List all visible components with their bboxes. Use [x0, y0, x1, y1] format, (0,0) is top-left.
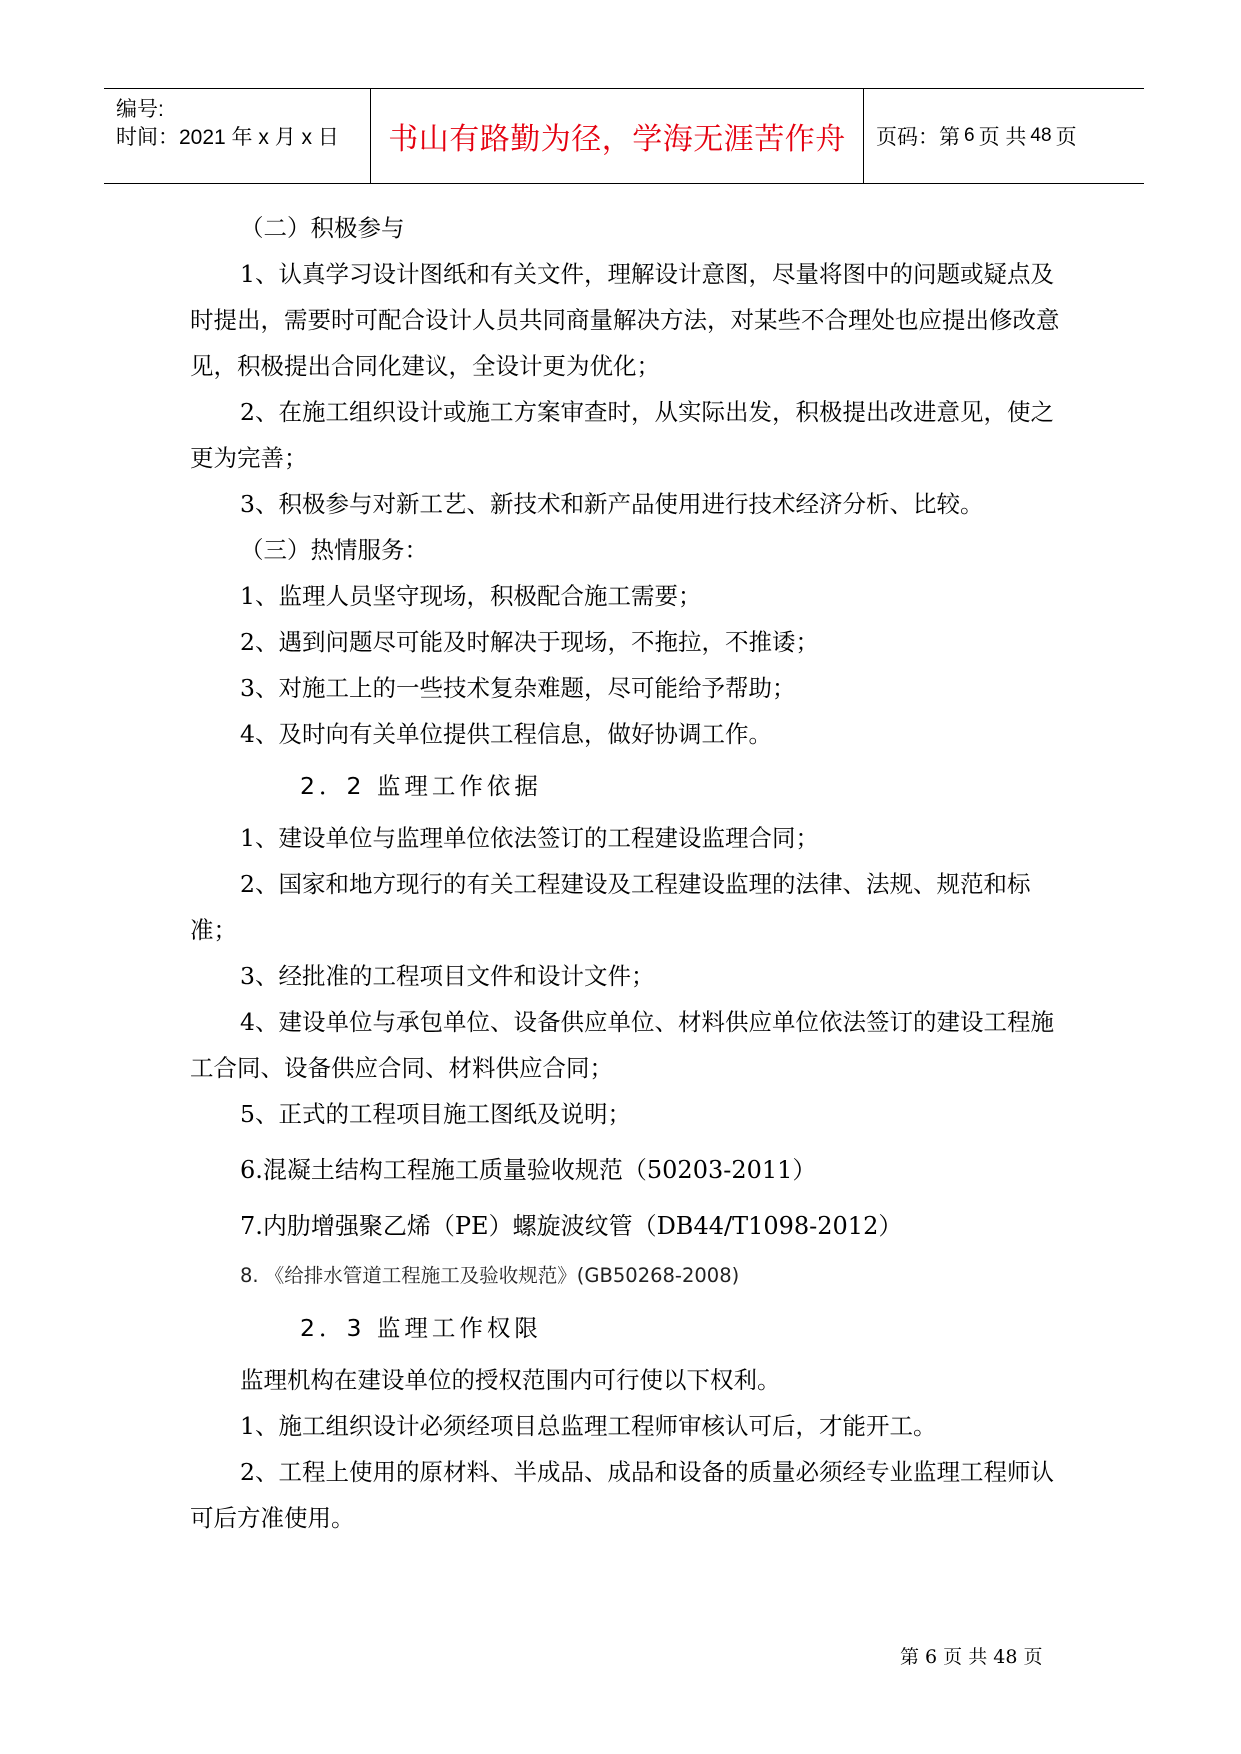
paragraph: 1、建设单位与监理单位依法签订的工程建设监理合同； — [240, 824, 819, 852]
section-heading-2-2: 2．2 监理工作依据 — [300, 772, 542, 800]
document-number-label: 编号: — [116, 98, 164, 121]
page-total: 48 — [1030, 125, 1052, 146]
paragraph: 1、监理人员坚守现场，积极配合施工需要； — [240, 582, 702, 610]
paragraph: 1、施工组织设计必须经项目总监理工程师审核认可后，才能开工。 — [240, 1412, 937, 1440]
document-body — [190, 205, 1060, 1541]
page-middle: 页 共 — [978, 126, 1027, 149]
page-current: 6 — [964, 125, 975, 146]
page-header — [104, 88, 1144, 184]
standard-reference: 6.混凝土结构工程施工质量验收规范（50203-2011） — [240, 1156, 817, 1184]
paragraph: 2、国家和地方现行的有关工程建设及工程建设监理的法律、法规、规范和标准； — [190, 870, 1031, 944]
paragraph: 3、积极参与对新工艺、新技术和新产品使用进行技术经济分析、比较。 — [240, 490, 984, 518]
page-footer: 第 6 页 共 48 页 — [900, 1646, 1043, 1668]
paragraph: 2、在施工组织设计或施工方案审查时，从实际出发，积极提出改进意见，使之更为完善； — [190, 398, 1054, 472]
page-prefix: 页码：第 — [876, 126, 960, 149]
paragraph: 4、建设单位与承包单位、设备供应单位、材料供应单位依法签订的建设工程施工合同、设备供应合同、材料供应合同； — [190, 1008, 1054, 1082]
paragraph: 3、对施工上的一些技术复杂难题，尽可能给予帮助； — [240, 674, 796, 702]
paragraph: 5、正式的工程项目施工图纸及说明； — [240, 1100, 631, 1128]
header-page-info — [864, 89, 1144, 183]
standard-reference: 8. 《给排水管道工程施工及验收规范》(GB50268-2008) — [240, 1264, 740, 1287]
paragraph: 4、及时向有关单位提供工程信息，做好协调工作。 — [240, 720, 772, 748]
page-suffix: 页 — [1055, 126, 1077, 149]
header-meta — [104, 89, 371, 183]
subheading-service: （三）热情服务： — [240, 536, 428, 564]
section-heading-2-3: 2．3 监理工作权限 — [300, 1314, 542, 1342]
header-motto: 书山有路勤为径，学海无涯苦作舟 — [371, 89, 864, 183]
paragraph: 2、遇到问题尽可能及时解决于现场，不拖拉，不推诿； — [240, 628, 819, 656]
document-time-label: 时间：2021 年 x 月 x 日 — [116, 126, 339, 149]
subheading-participate: （二）积极参与 — [240, 214, 405, 242]
standard-reference: 7.内肋增强聚乙烯（PE）螺旋波纹管（DB44/T1098-2012） — [240, 1212, 903, 1240]
paragraph: 3、经批准的工程项目文件和设计文件； — [240, 962, 655, 990]
paragraph: 监理机构在建设单位的授权范围内可行使以下权利。 — [240, 1366, 781, 1394]
paragraph: 1、认真学习设计图纸和有关文件，理解设计意图，尽量将图中的问题或疑点及时提出，需要时可配合设计人员共同商量解决方法，对某些不合理处也应提出修改意见，积极提出合同化建议，全设计更为优化； — [190, 260, 1060, 380]
paragraph: 2、工程上使用的原材料、半成品、成品和设备的质量必须经专业监理工程师认可后方准使用。 — [190, 1458, 1054, 1532]
